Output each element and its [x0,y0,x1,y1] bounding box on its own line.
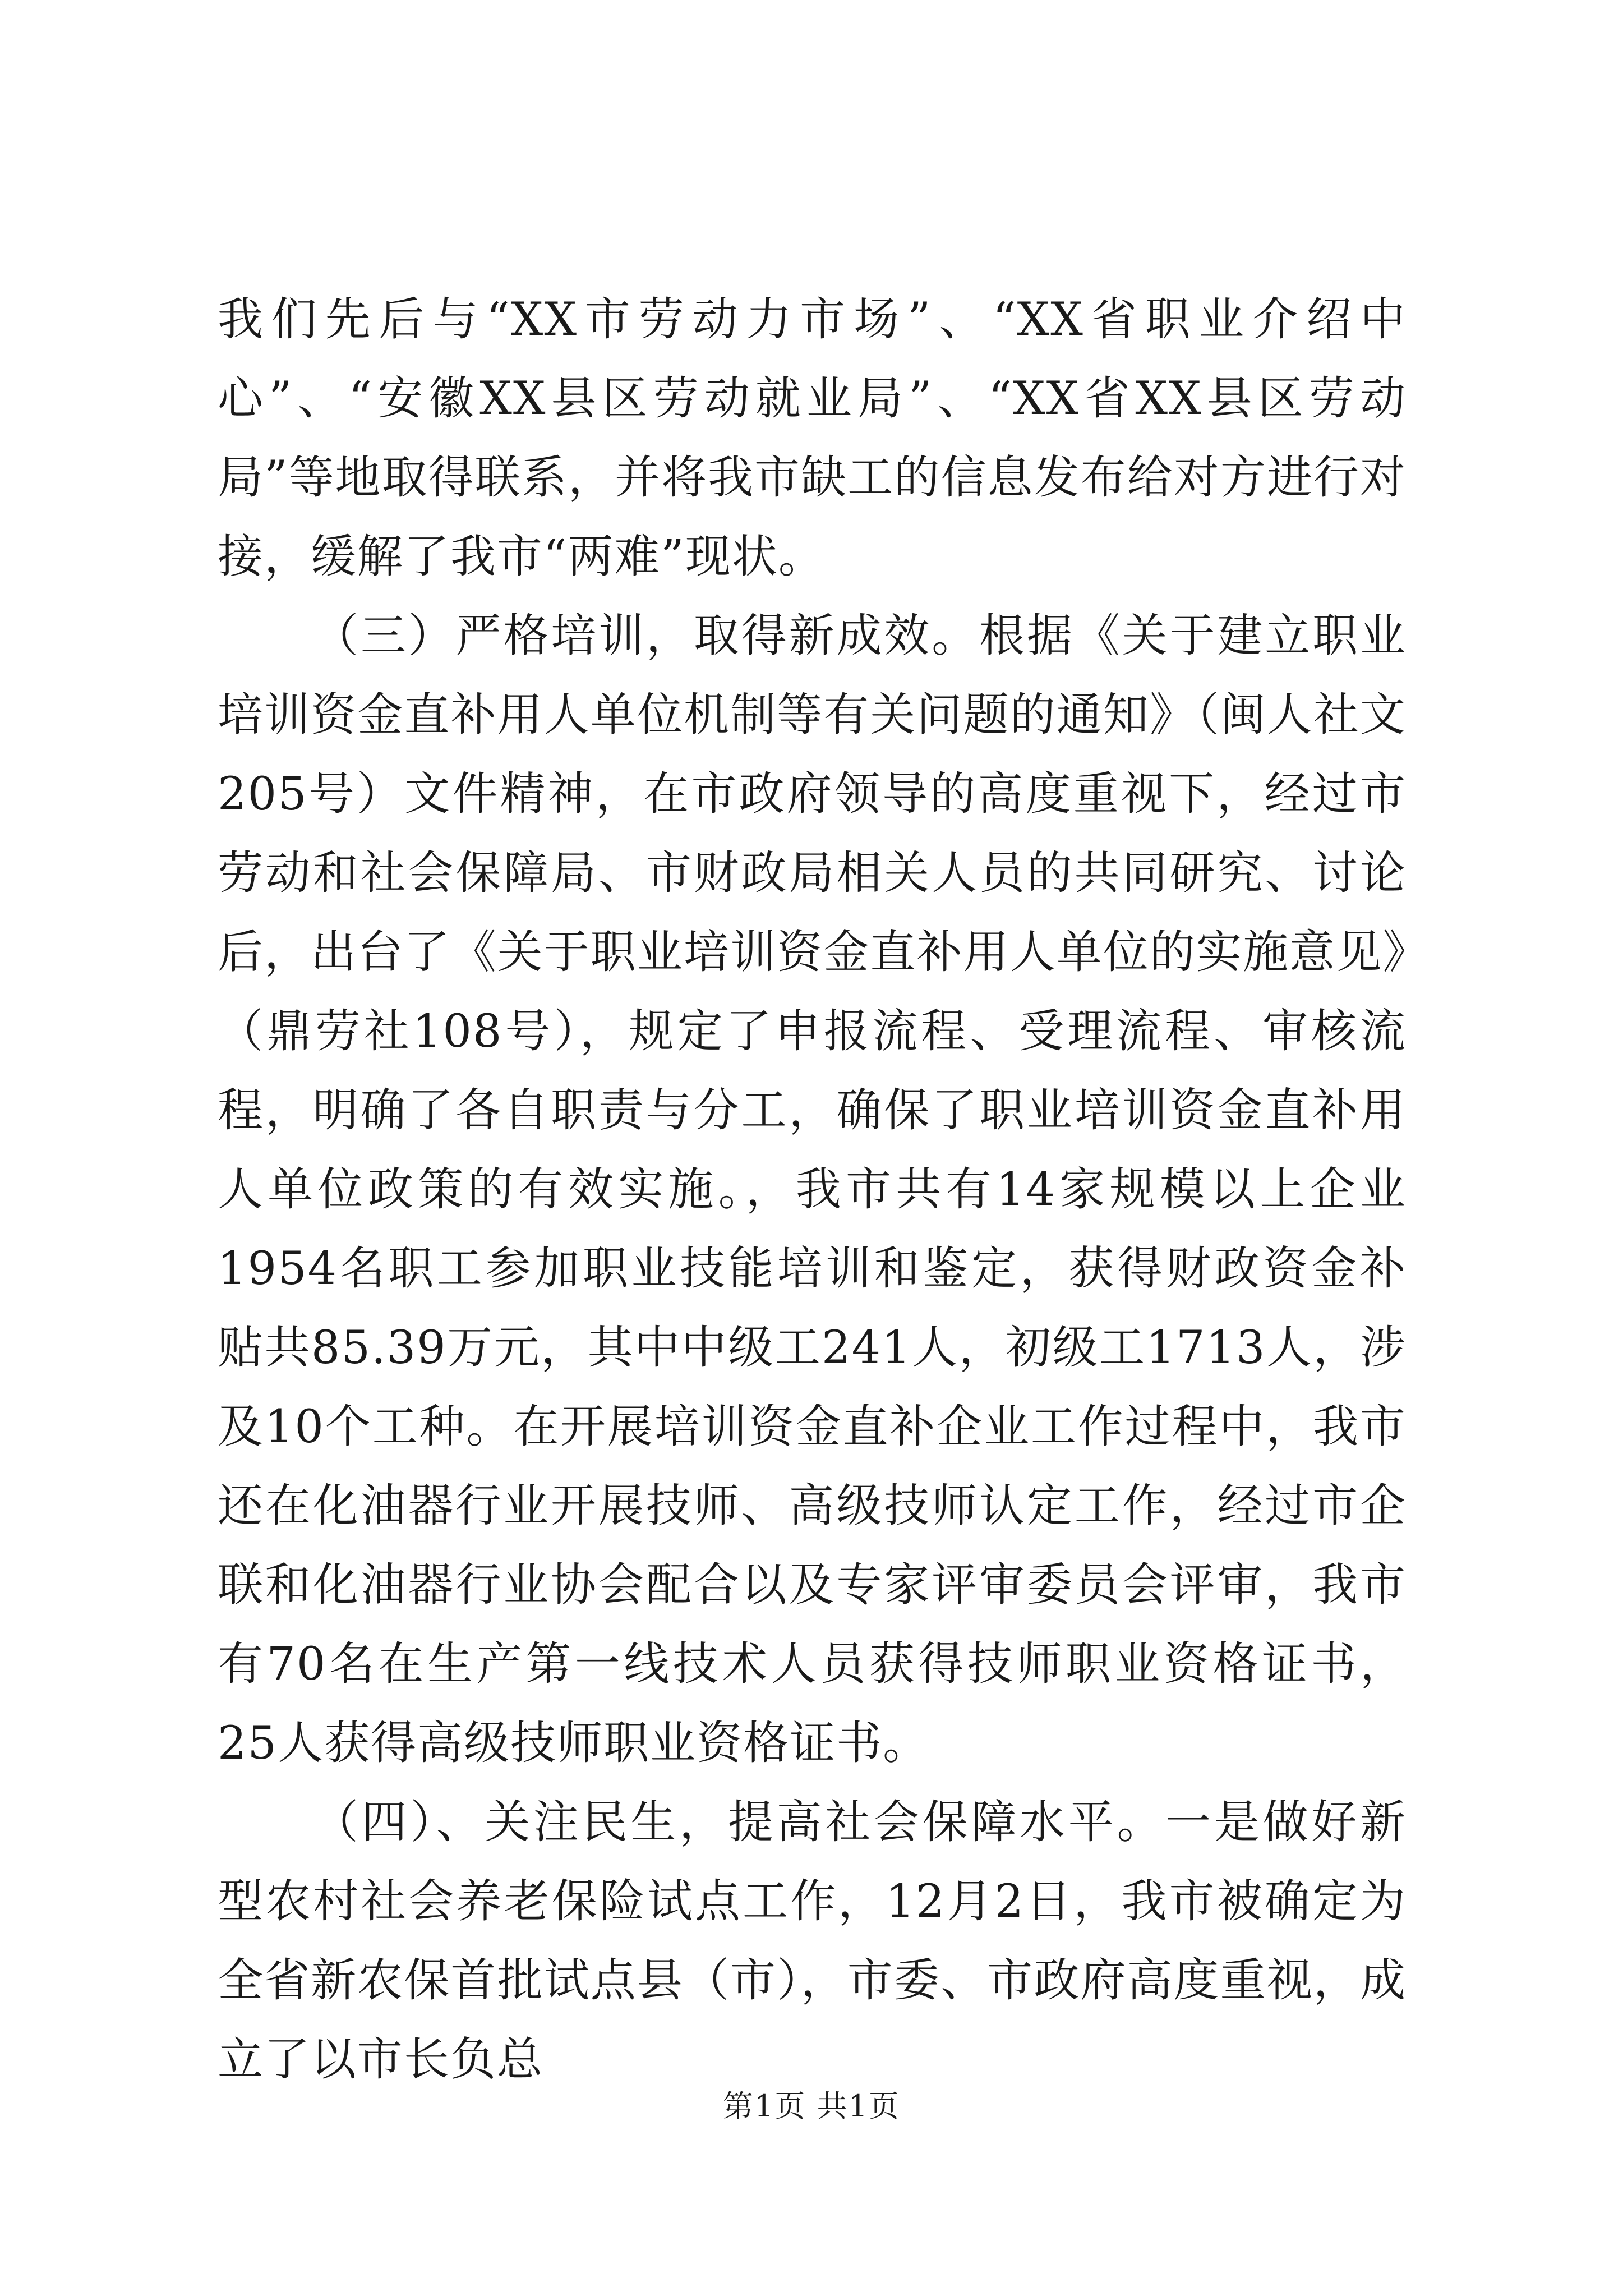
page-footer: 第1页 共1页 [723,2088,900,2124]
paragraph-section-four: （四）、关注民生，提高社会保障水平。一是做好新型农村社会养老保险试点工作，12月2日，我市被确定为全省新农保首批试点县（市），市委、市政府高度重视，成立了以市长负总 [218,1796,1407,2086]
paragraph-section-three: （三）严格培训，取得新成效。根据《关于建立职业培训资金直补用人单位机制等有关问题的通知》（闽人社文205号）文件精神，在市政府领导的高度重视下，经过市劳动和社会保障局、市财政局相关人员的共同研究、讨论后，出台了《关于职业培训资金直补用人单位的实施意见》（鼎劳社108号），规定了申报流程、受理流程、审核流程，明确了各自职责与分工，确保了职业培训资金直补用人单位政策的有效实施。，我市共有14家规模以上企业1954名职工参加职业技能培训和鉴定，获得财政资金补贴共85.39万元，其中中级工241人，初级工1713人，涉及10个工种。在开展培训资金直补企业工作过程中，我市还在化油器行业开展技师、高级技师认定工作，经过市企联和化油器行业协会配合以及专家评审委员会评审，我市有70名在生产第一线技术人员获得技师职业资格证书，25人获得高级技师职业资格证书。 [218,610,1407,1770]
document-body [218,280,1407,2100]
paragraph-continuation: 我们先后与“XX市劳动力市场”、“XX省职业介绍中心”、“安徽XX县区劳动就业局”、“XX省XX县区劳动局”等地取得联系，并将我市缺工的信息发布给对方进行对接，缓解了我市“两难”现状。 [218,293,1407,583]
